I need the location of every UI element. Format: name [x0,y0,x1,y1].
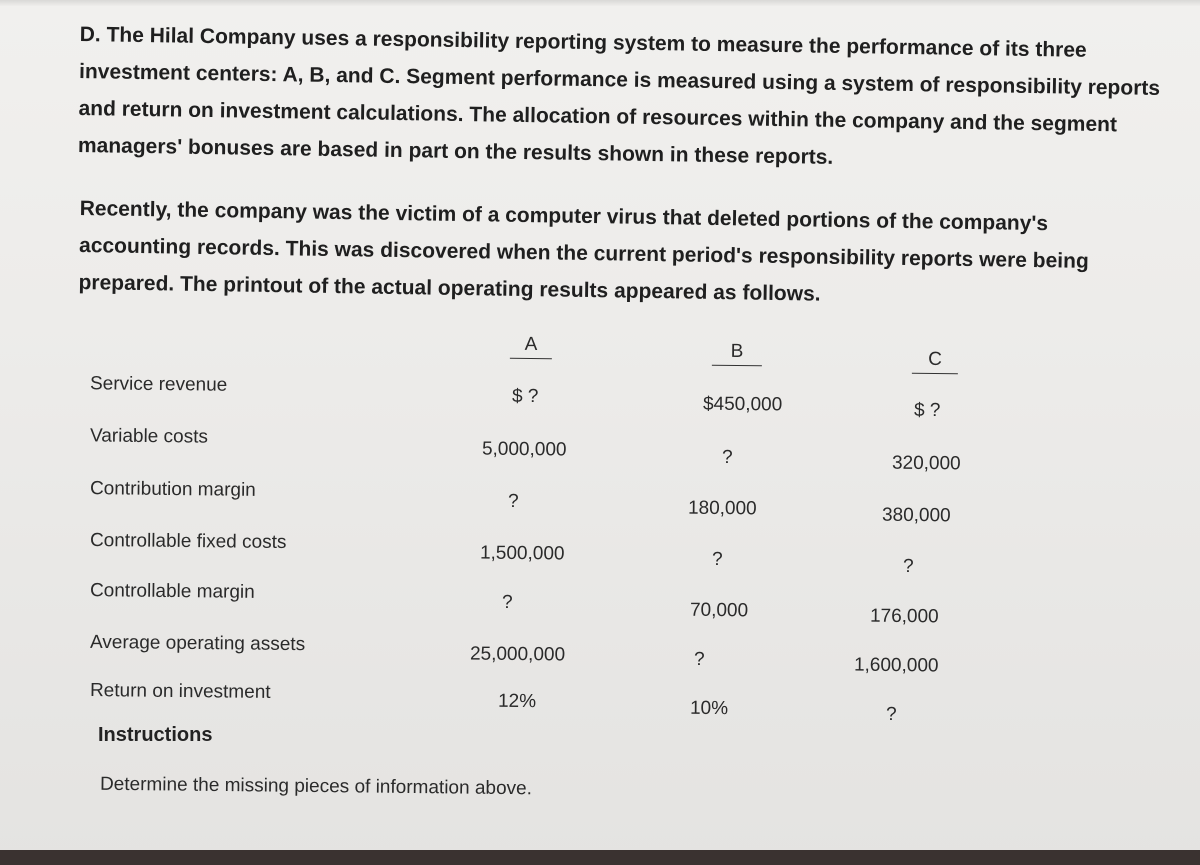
cell-b-return-on-investment: 10% [689,697,729,720]
cell-a-variable-costs: 5,000,000 [481,438,567,461]
cell-a-controllable-margin: ? [501,591,513,614]
row-label-return-on-investment: Return on investment [89,680,271,703]
instructions-title: Instructions [98,724,213,746]
cell-a-controllable-fixed-costs: 1,500,000 [479,542,565,565]
cell-c-average-operating-assets: 1,600,000 [853,654,939,677]
cell-c-controllable-margin: 176,000 [869,605,939,628]
row-label-variable-costs: Variable costs [89,425,209,448]
row-label-contribution-margin: Contribution margin [89,478,256,501]
cell-b-controllable-margin: 70,000 [689,599,749,622]
cell-b-contribution-margin: 180,000 [687,497,757,520]
instructions-text: Determine the missing pieces of information above. [99,773,533,800]
intro-paragraph [78,16,1180,181]
cell-a-contribution-margin: ? [507,490,519,513]
intro-line: D. The Hilal Company uses a responsibility reporting system to measure the performance of its three [79,22,1087,62]
row-label-service-revenue: Service revenue [89,373,228,396]
intro-line: and return on investment calculations. The allocation of resources within the company and the segment [78,96,1118,137]
cell-a-average-operating-assets: 25,000,000 [469,643,566,666]
column-header-c: C [912,349,958,374]
cell-c-contribution-margin: 380,000 [881,504,951,527]
row-label-average-operating-assets: Average operating assets [89,631,306,656]
virus-line: prepared. The printout of the actual operating results appeared as follows. [78,270,821,306]
cell-b-variable-costs: ? [721,446,733,469]
cell-a-return-on-investment: 12% [497,690,537,713]
cell-c-variable-costs: 320,000 [891,452,961,475]
row-label-controllable-fixed-costs: Controllable fixed costs [89,529,287,554]
intro-line: investment centers: A, B, and C. Segment performance is measured using a system of responsibility reports [78,59,1161,100]
virus-paragraph [78,190,1180,318]
column-header-a: A [510,334,552,359]
virus-line: accounting records. This was discovered when the current period's responsibility reports were being [78,233,1089,273]
column-header-b: B [712,341,762,367]
screen-bottom-edge [0,850,1200,865]
cell-a-service-revenue: $ ? [511,385,539,408]
virus-line: Recently, the company was the victim of a computer virus that deleted portions of the company's [79,196,1049,236]
cell-c-service-revenue: $ ? [913,399,941,422]
cell-b-controllable-fixed-costs: ? [711,548,723,571]
cell-c-controllable-fixed-costs: ? [902,555,914,578]
row-label-controllable-margin: Controllable margin [89,580,255,603]
cell-b-service-revenue: $450,000 [702,393,783,416]
cell-b-average-operating-assets: ? [693,648,705,671]
cell-c-return-on-investment: ? [885,703,897,726]
intro-line: managers' bonuses are based in part on the results shown in these reports. [77,133,834,169]
page-top-edge [0,0,1200,6]
